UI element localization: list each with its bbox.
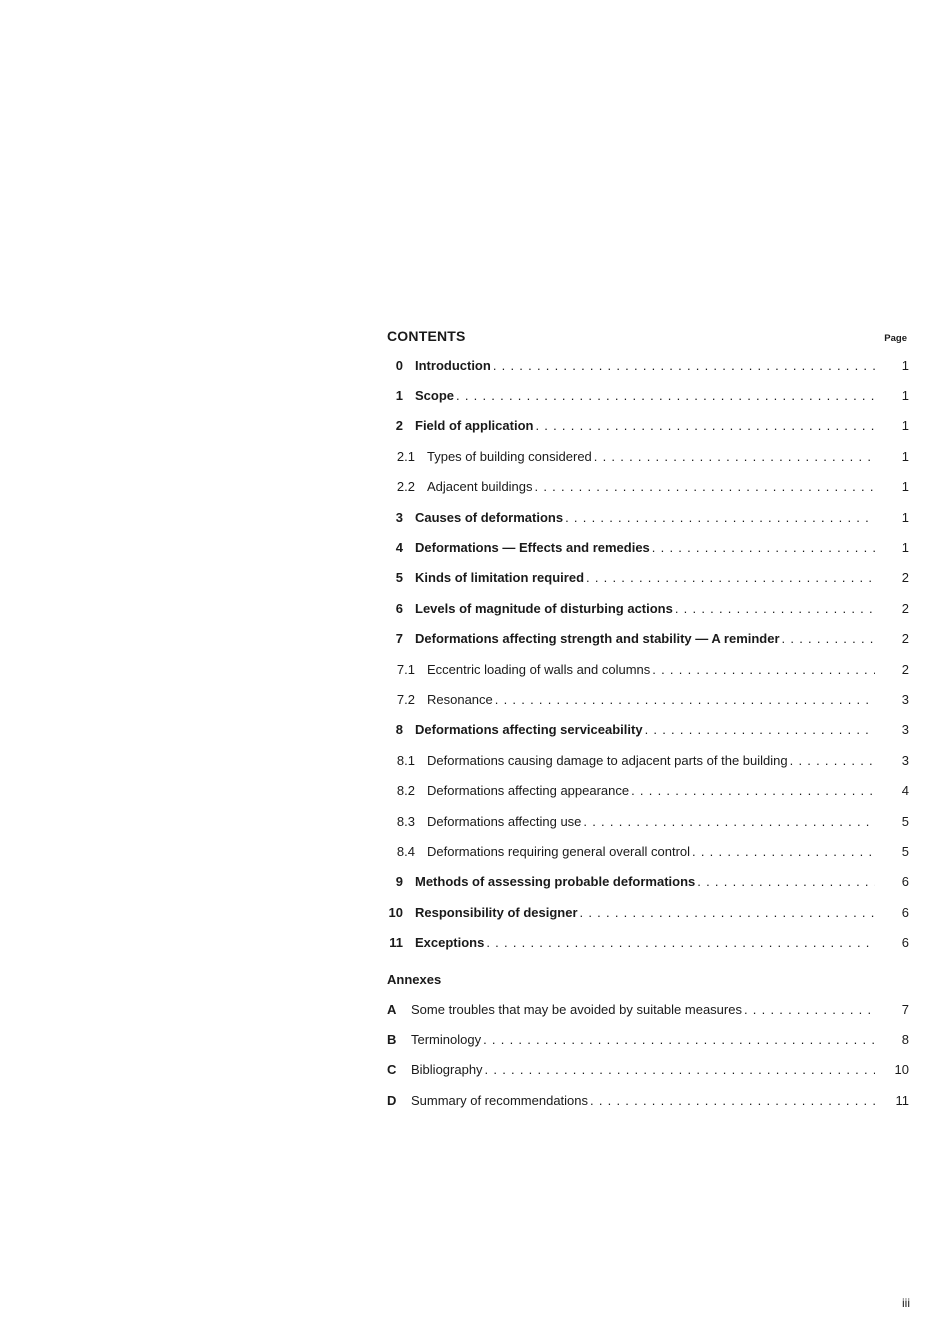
toc-subentry — [387, 745, 911, 775]
page-ref: 11 — [895, 1092, 909, 1108]
toc-subentry — [387, 836, 911, 866]
page-ref: 2 — [901, 570, 909, 586]
page-ref: 6 — [901, 904, 909, 920]
section-title: Deformations affecting use — [427, 813, 582, 829]
page-ref: 8 — [901, 1031, 909, 1047]
dot-leader — [592, 449, 875, 464]
contents-title: CONTENTS — [387, 328, 466, 344]
toc-entry — [387, 411, 911, 441]
dot-leader — [483, 1062, 875, 1077]
page-ref: 1 — [901, 540, 909, 556]
toc-entry — [387, 593, 911, 623]
page-ref: 5 — [901, 843, 909, 859]
annex-title: Terminology — [411, 1031, 482, 1047]
toc-entry — [387, 502, 911, 532]
dot-leader — [695, 874, 875, 889]
annex-letter: D — [387, 1092, 397, 1108]
dot-leader — [673, 601, 875, 616]
dot-leader — [581, 814, 875, 829]
dot-leader — [742, 1002, 875, 1017]
section-title: Responsibility of designer — [415, 904, 578, 920]
toc-subentry — [387, 775, 911, 805]
toc-entry — [387, 624, 911, 654]
toc-subentry — [387, 684, 911, 714]
section-number: 10 — [388, 904, 403, 920]
section-title: Levels of magnitude of disturbing actions — [415, 600, 673, 616]
dot-leader — [454, 388, 875, 403]
section-title: Adjacent buildings — [427, 479, 533, 495]
dot-leader — [584, 570, 875, 585]
section-title: Deformations causing damage to adjacent parts of the building — [427, 752, 788, 768]
section-title: Introduction — [415, 357, 491, 373]
section-title: Field of application — [415, 418, 534, 434]
annex-title: Summary of recommendations — [411, 1092, 589, 1108]
section-number: 8.3 — [396, 813, 415, 829]
section-title: Scope — [415, 388, 455, 404]
page-ref: 3 — [901, 722, 909, 738]
toc-header — [387, 328, 911, 350]
page-ref: 3 — [901, 691, 909, 707]
dot-leader — [643, 722, 875, 737]
section-number: 1 — [395, 388, 403, 404]
page-ref: 1 — [901, 418, 909, 434]
section-number: 2 — [395, 418, 403, 434]
page-ref: 6 — [901, 935, 909, 951]
toc-subentry — [387, 472, 911, 502]
page-ref: 1 — [901, 357, 909, 373]
section-number: 11 — [389, 935, 403, 951]
section-number: 6 — [395, 600, 403, 616]
toc-entry — [387, 532, 911, 562]
page-ref: 1 — [901, 509, 909, 525]
section-title: Deformations affecting strength and stability — A reminder — [415, 631, 780, 647]
dot-leader — [650, 662, 875, 677]
toc-subentry — [387, 806, 911, 836]
section-number: 7.1 — [396, 661, 415, 677]
dot-leader — [481, 1032, 875, 1047]
page-column-label: Page — [884, 333, 907, 344]
dot-leader — [578, 905, 875, 920]
toc-subentry — [387, 654, 911, 684]
section-number: 0 — [395, 357, 403, 373]
toc-entry — [387, 350, 911, 380]
page-ref: 7 — [901, 1001, 909, 1017]
section-number: 2.2 — [396, 479, 415, 495]
page-number: iii — [902, 1296, 910, 1310]
toc-entry — [387, 897, 911, 927]
toc-entry — [387, 927, 911, 957]
toc-entry — [387, 867, 911, 897]
dot-leader — [629, 783, 875, 798]
section-number: 8.1 — [396, 752, 415, 768]
page-ref: 1 — [901, 448, 909, 464]
section-number: 8.2 — [396, 783, 415, 799]
annexes-heading: Annexes — [387, 972, 442, 988]
section-number: 3 — [395, 509, 403, 525]
section-title: Resonance — [427, 691, 493, 707]
annex-entry — [387, 1055, 911, 1085]
page-ref: 1 — [901, 388, 909, 404]
section-number: 7.2 — [396, 691, 415, 707]
annex-letter: C — [387, 1062, 397, 1078]
section-number: 8 — [395, 722, 403, 738]
dot-leader — [533, 479, 875, 494]
section-title: Deformations affecting appearance — [427, 783, 630, 799]
dot-leader — [491, 358, 875, 373]
table-of-contents — [387, 328, 911, 1115]
dot-leader — [588, 1093, 875, 1108]
section-number: 9 — [395, 874, 403, 890]
page-ref: 4 — [901, 783, 909, 799]
section-title: Deformations affecting serviceability — [415, 722, 643, 738]
toc-subentry — [387, 441, 911, 471]
section-title: Kinds of limitation required — [415, 570, 585, 586]
toc-entry — [387, 563, 911, 593]
dot-leader — [690, 844, 875, 859]
dot-leader — [780, 631, 875, 646]
page-ref: 3 — [901, 752, 909, 768]
dot-leader — [493, 692, 875, 707]
dot-leader — [650, 540, 875, 555]
section-title: Types of building considered — [427, 448, 592, 464]
annex-entry — [387, 1085, 911, 1115]
section-title: Exceptions — [415, 935, 485, 951]
section-number: 4 — [395, 540, 403, 556]
section-number: 7 — [395, 631, 403, 647]
annex-entry — [387, 994, 911, 1024]
section-title: Methods of assessing probable deformations — [415, 874, 696, 890]
dot-leader — [484, 935, 875, 950]
page-ref: 6 — [901, 874, 909, 890]
section-title: Deformations — Effects and remedies — [415, 540, 650, 556]
annex-title: Bibliography — [411, 1062, 483, 1078]
dot-leader — [533, 418, 875, 433]
dot-leader — [788, 753, 875, 768]
dot-leader — [563, 510, 875, 525]
toc-entry — [387, 715, 911, 745]
section-number: 2.1 — [396, 448, 415, 464]
annex-letter: A — [387, 1001, 397, 1017]
page-ref: 2 — [901, 661, 909, 677]
annex-letter: B — [387, 1031, 397, 1047]
section-number: 5 — [395, 570, 403, 586]
page-ref: 10 — [894, 1062, 909, 1078]
page-ref: 1 — [901, 479, 909, 495]
section-title: Causes of deformations — [415, 509, 564, 525]
section-title: Eccentric loading of walls and columns — [427, 661, 651, 677]
page-ref: 5 — [901, 813, 909, 829]
section-title: Deformations requiring general overall control — [427, 843, 691, 859]
page-ref: 2 — [901, 631, 909, 647]
toc-entry — [387, 380, 911, 410]
page-ref: 2 — [901, 600, 909, 616]
annex-title: Some troubles that may be avoided by suitable measures — [411, 1001, 742, 1017]
section-number: 8.4 — [396, 843, 415, 859]
annex-entry — [387, 1024, 911, 1054]
